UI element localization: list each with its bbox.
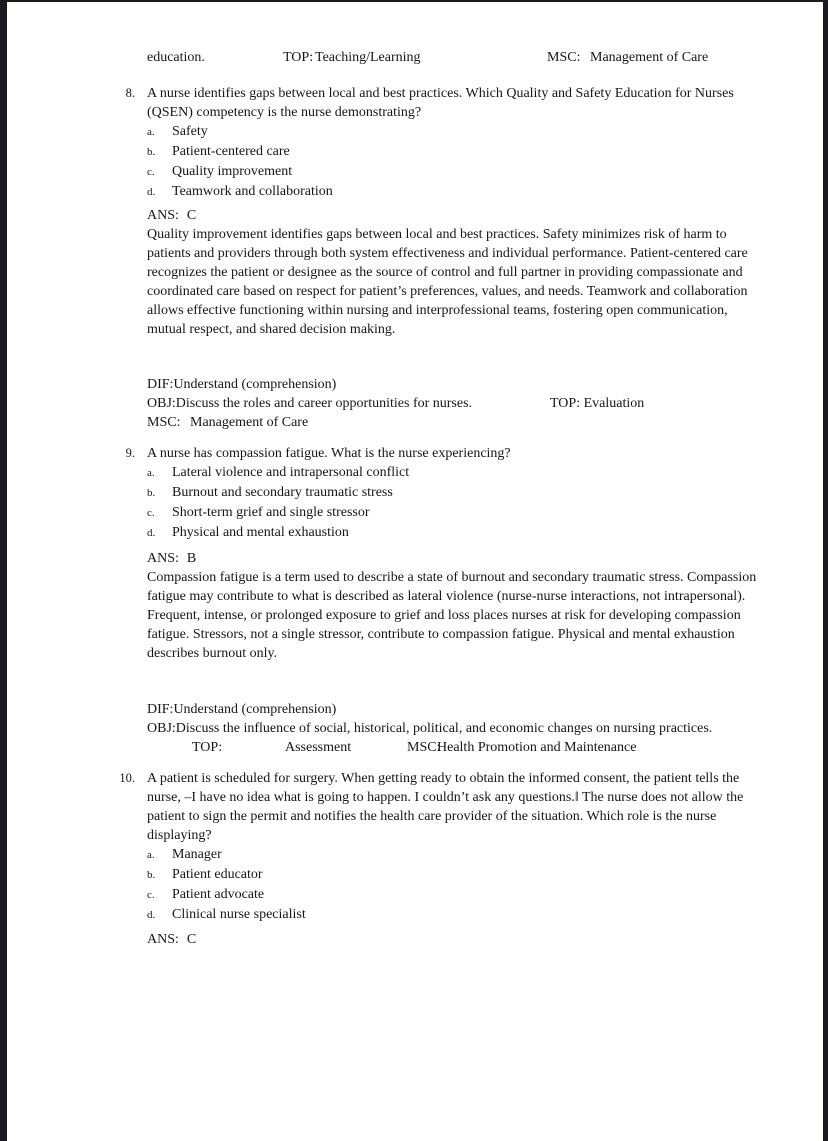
option-b [147,865,767,885]
option-b-text: Patient educator [172,867,263,882]
answer-label: ANS: [147,551,179,566]
option-d-text: Teamwork and collaboration [172,184,333,199]
msc-value: Health Promotion and Maintenance [437,740,637,755]
page-left-border [0,0,7,1141]
option-b [147,142,767,162]
option-d-letter: d. [147,527,156,539]
top-label: TOP: [283,50,314,65]
option-a-text: Safety [172,124,208,139]
msc-label: MSC: [547,50,581,65]
question-10 [117,769,767,925]
answer-label: ANS: [147,932,179,947]
question-8-stem: A nurse identifies gaps between local and best practices. Which Quality and Safety Education for Nurses (QSEN) competency is the nurse demonstrating? [147,86,734,120]
option-c [147,162,767,182]
msc-label: MSC: [407,740,441,755]
question-9-trailer [147,700,712,757]
option-c [147,885,767,905]
obj-top-line [147,394,645,413]
dif-line: DIF:Understand (comprehension) [147,377,337,392]
option-b [147,483,767,503]
option-b-letter: b. [147,487,156,499]
question-9-options [147,463,767,543]
option-a [147,463,767,483]
question-9 [117,444,767,543]
option-d-letter: d. [147,186,156,198]
top-value: Teaching/Learning [315,50,421,65]
msc-value: Management of Care [190,415,309,430]
question-9-number: 9. [125,446,135,460]
option-a-letter: a. [147,467,155,479]
obj-line: OBJ:Discuss the influence of social, historical, political, and economic changes on nursing practices. [147,721,713,736]
question-10-row [117,769,767,845]
option-d-text: Clinical nurse specialist [172,907,306,922]
question-10-options [147,845,767,925]
option-c-text: Quality improvement [172,164,293,179]
msc-value: Management of Care [590,50,709,65]
question-8 [117,84,767,202]
question-10-stem: A patient is scheduled for surgery. When getting ready to obtain the informed consent, the patient tells the nurse, –I have no idea what is going to happen. I couldn’t ask any questions.‖ The nurse does not allow the patient to sign the permit and notifies the health care provider of the situation. Which role is the nurse displaying? [147,771,744,843]
msc-line [147,413,336,432]
option-c [147,503,767,523]
question-9-answer-line [147,549,196,568]
meta-header-line [147,48,828,67]
question-9-row [117,444,767,463]
option-c-text: Patient advocate [172,887,265,902]
option-d-text: Physical and mental exhaustion [172,525,349,540]
option-d [147,182,767,202]
option-a-letter: a. [147,849,155,861]
question-8-rationale: Quality improvement identifies gaps between local and best practices. Safety minimizes risk of harm to patients and providers through both system effectiveness and individual performance. Patient-centered care recognizes the patient or designee as the source of control and full partner in providing compassionate and coordinated care based on respect for patient’s preferences, values, and needs. Teamwork and collaboration allows effective functioning within nursing and interprofessional teams, fostering open communication, mutual respect, and shared decision making. [147,227,748,337]
option-d-letter: d. [147,909,156,921]
answer-value: B [186,551,197,566]
question-9-rationale: Compassion fatigue is a term used to describe a state of burnout and secondary traumatic stress. Compassion fatigue may contribute to what is described as lateral violence (nurse-nurse interactions, not intrapersonal). Frequent, intense, or prolonged exposure to grief and loss places nurses at risk for developing compassion fatigue. Stressors, not a single stressor, contribute to compassion fatigue. Physical and mental exhaustion describes burnout only. [147,570,757,661]
top-value: Assessment [285,740,352,755]
option-b-text: Burnout and secondary traumatic stress [172,485,393,500]
option-d [147,523,767,543]
obj-text: OBJ:Discuss the roles and career opportunities for nurses. [147,396,473,411]
option-c-letter: c. [147,507,155,519]
question-10-number: 10. [119,771,135,785]
question-8-answer-line [147,206,196,225]
question-8-options [147,122,767,202]
option-d [147,905,767,925]
top-label: TOP: [192,740,223,755]
meta-continuation-text: education. [147,50,205,65]
option-c-letter: c. [147,166,155,178]
msc-label: MSC: [147,415,181,430]
question-8-row [117,84,767,122]
option-b-letter: b. [147,146,156,158]
question-10-answer-line [147,930,196,949]
option-a-letter: a. [147,126,155,138]
answer-value: C [186,932,197,947]
question-8-number: 8. [125,86,135,100]
option-a [147,122,767,142]
top-text: TOP: Evaluation [550,396,645,411]
top-msc-line [147,738,712,757]
option-b-text: Patient-centered care [172,144,290,159]
option-a-text: Lateral violence and intrapersonal conflict [172,465,410,480]
option-b-letter: b. [147,869,156,881]
option-c-letter: c. [147,889,155,901]
answer-label: ANS: [147,208,179,223]
answer-value: C [186,208,197,223]
option-a-text: Manager [172,847,222,862]
option-c-text: Short-term grief and single stressor [172,505,370,520]
question-9-stem: A nurse has compassion fatigue. What is the nurse experiencing? [147,446,511,461]
page-top-border [0,0,828,2]
dif-line: DIF:Understand (comprehension) [147,702,337,717]
page-right-border [823,0,828,1141]
option-a [147,845,767,865]
question-8-trailer [147,375,645,432]
